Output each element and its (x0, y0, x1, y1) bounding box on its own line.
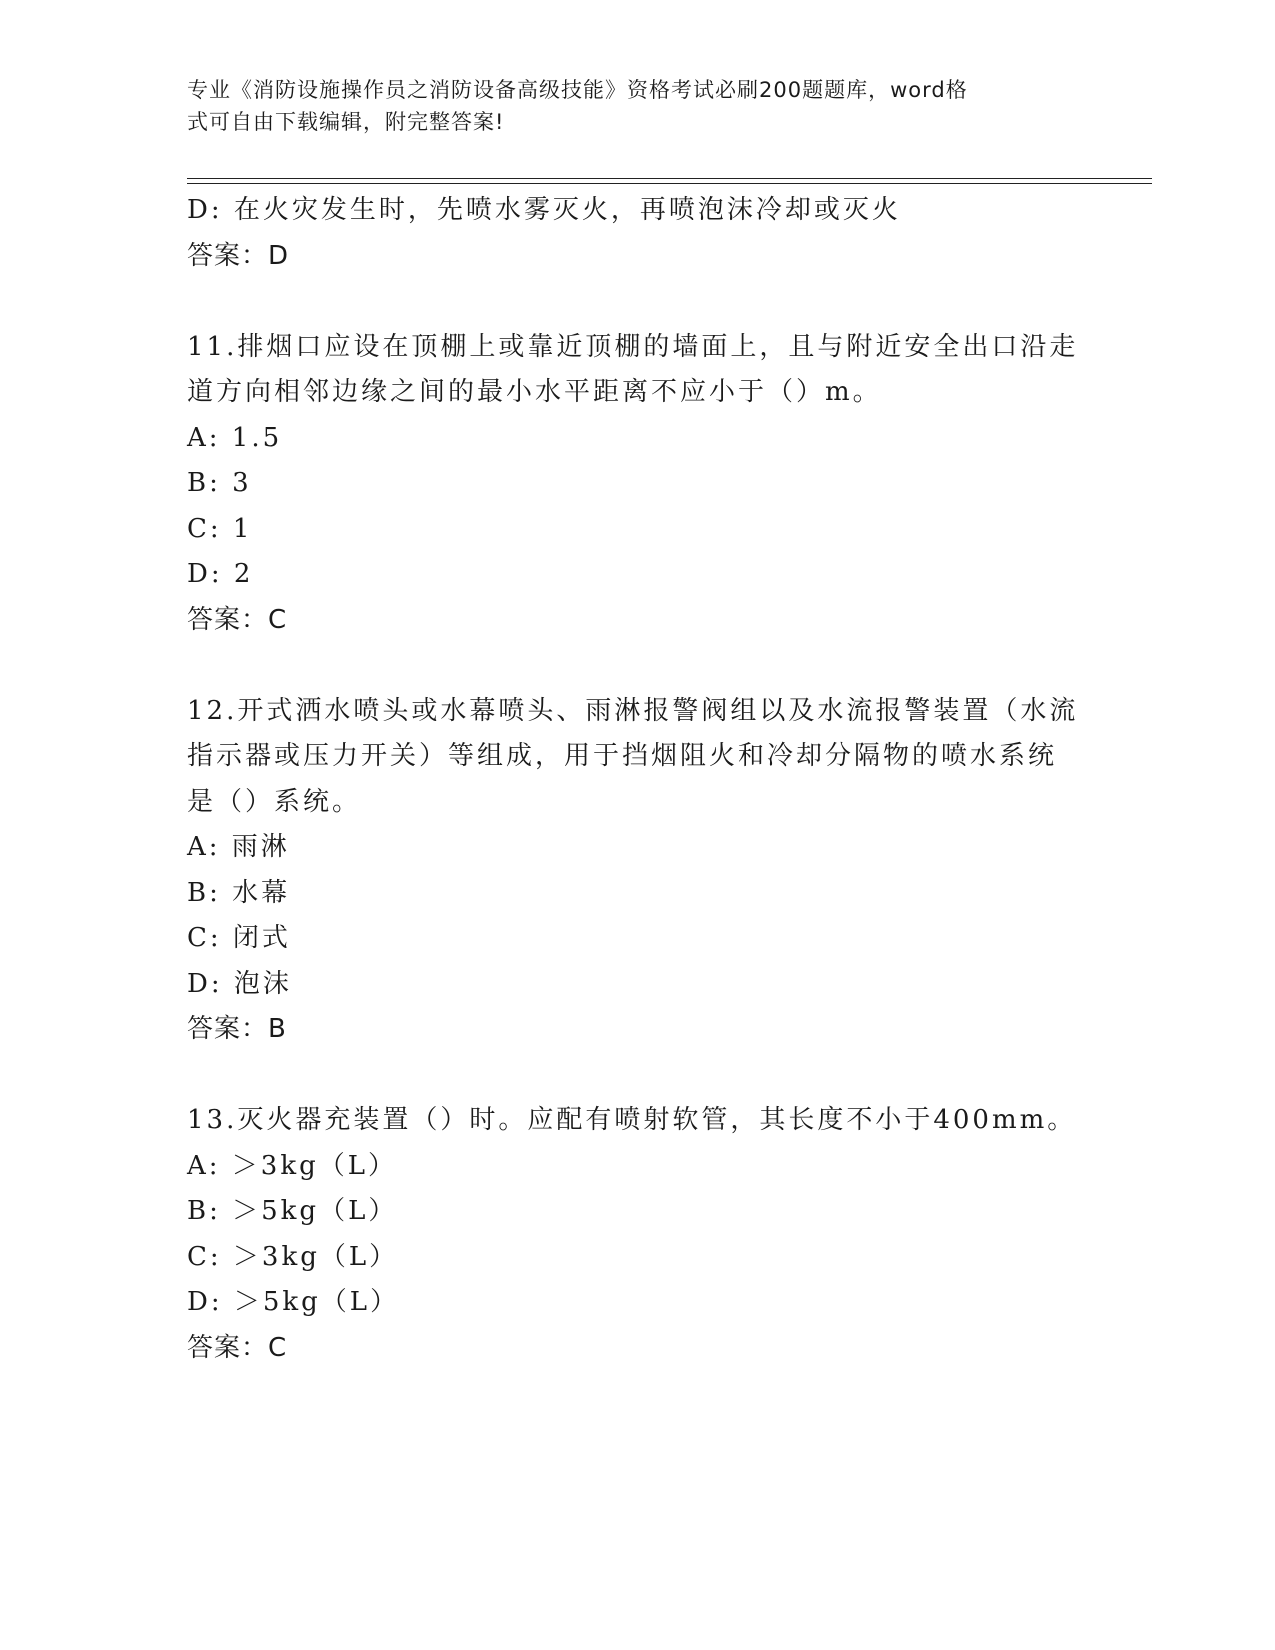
option-a: A: ＞3kg（L） (187, 1150, 398, 1181)
option-d: D: 泡沫 (187, 968, 292, 999)
option-d: D: 2 (187, 559, 254, 589)
option-b: B: ＞5kg（L） (187, 1196, 398, 1226)
carryover-answer: 答案：D (187, 240, 290, 271)
answer-line: 答案：C (187, 604, 288, 635)
question-stem-line: 是（）系统。 (187, 786, 362, 817)
question-stem-line: 指示器或压力开关）等组成，用于挡烟阻火和冷却分隔物的喷水系统 (187, 741, 1058, 771)
spacer (187, 279, 1087, 325)
header-line-2: 式可自由下载编辑，附完整答案! (187, 110, 505, 134)
option-d: D: ＞5kg（L） (187, 1287, 400, 1317)
option-c: C: 1 (187, 513, 253, 544)
question-12 (187, 689, 1087, 1053)
option-b: B: 水幕 (187, 877, 291, 908)
option-a: A: 雨淋 (187, 832, 290, 862)
answer-line: 答案：B (187, 1014, 287, 1044)
carryover-option-d: D: 在火灾发生时，先喷水雾灭火，再喷泡沫冷却或灭火 (187, 195, 901, 225)
spacer (187, 1053, 1087, 1099)
question-stem-line: 12.开式洒水喷头或水幕喷头、雨淋报警阀组以及水流报警装置（水流 (187, 695, 1079, 726)
spacer (187, 643, 1087, 689)
header-line-1: 专业《消防设施操作员之消防设备高级技能》资格考试必刷200题题库，word格 (187, 78, 968, 102)
question-11 (187, 325, 1087, 644)
question-stem-line: 道方向相邻边缘之间的最小水平距离不应小于（）m。 (187, 377, 882, 407)
option-c: C: 闭式 (187, 923, 291, 953)
document-header (187, 74, 1067, 138)
question-stem-line: 13.灭火器充装置（）时。应配有喷射软管，其长度不小于400mm。 (187, 1105, 1077, 1135)
question-stem-line: 11.排烟口应设在顶棚上或靠近顶棚的墙面上，且与附近安全出口沿走 (187, 331, 1079, 362)
option-b: B: 3 (187, 468, 252, 498)
header-divider-top (187, 178, 1152, 179)
option-c: C: ＞3kg（L） (187, 1241, 399, 1272)
option-a: A: 1.5 (187, 422, 283, 453)
header-divider-bottom (187, 183, 1152, 184)
question-13 (187, 1098, 1087, 1371)
question-content (187, 188, 1087, 1371)
answer-line: 答案：C (187, 1332, 288, 1363)
